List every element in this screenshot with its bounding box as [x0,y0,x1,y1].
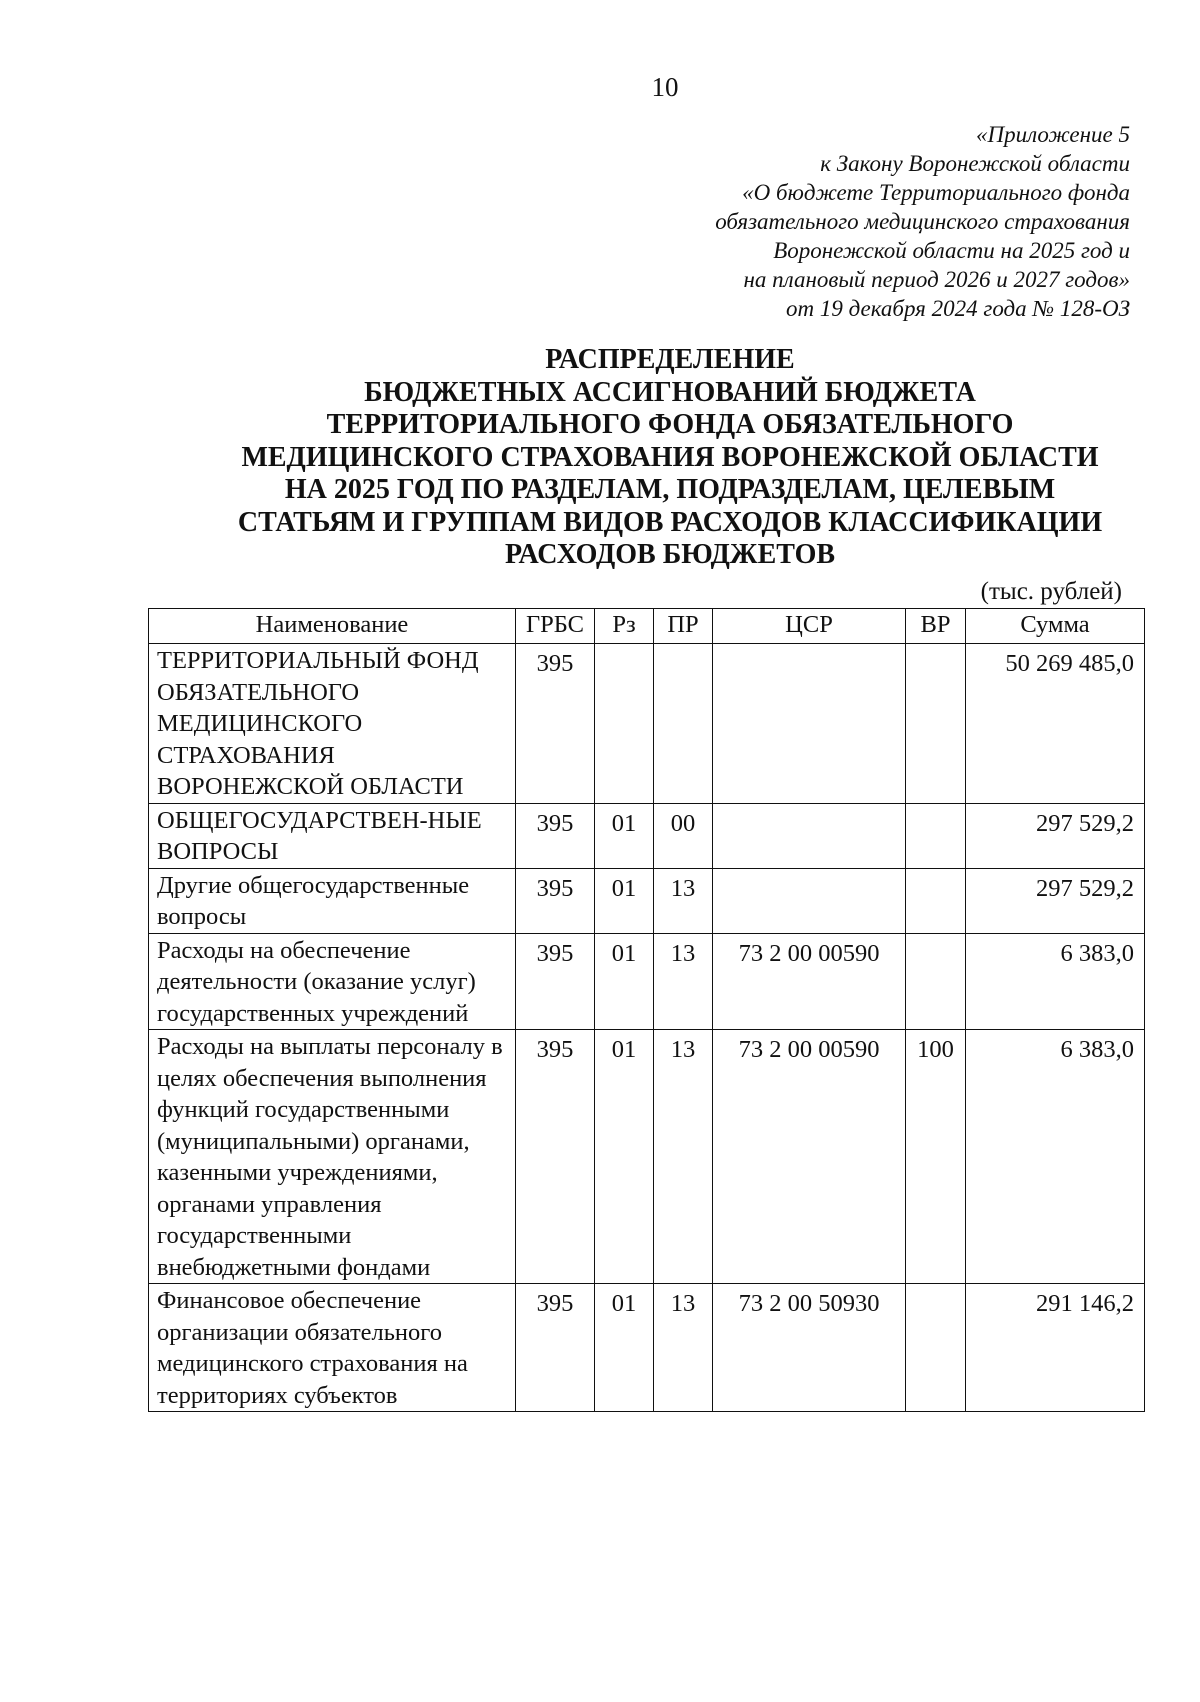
cell-vr: 100 [906,1030,966,1284]
cell-rz: 01 [595,1284,654,1412]
cell-sum: 297 529,2 [966,868,1145,933]
header-rz: Рз [595,609,654,644]
cell-vr [906,803,966,868]
table-row [149,933,1145,1030]
cell-name: Расходы на обеспечение деятельности (оказание услуг) государственных учреждений [149,933,516,1030]
cell-name: Финансовое обеспечение организации обязательного медицинского страхования на территориях субъектов [149,1284,516,1412]
cell-sum: 6 383,0 [966,1030,1145,1284]
cell-vr [906,1284,966,1412]
units-label: (тыс. рублей) [980,578,1122,605]
cell-vr [906,933,966,1030]
cell-pr: 13 [654,1030,713,1284]
appendix-line: к Закону Воронежской области [820,151,1130,176]
cell-grbs: 395 [516,933,595,1030]
cell-pr: 13 [654,933,713,1030]
header-csr: ЦСР [713,609,906,644]
table-row [149,868,1145,933]
cell-pr: 00 [654,803,713,868]
header-sum: Сумма [966,609,1145,644]
page-number: 10 [651,72,679,102]
cell-vr [906,644,966,804]
cell-pr [654,644,713,804]
cell-grbs: 395 [516,644,595,804]
cell-csr [713,644,906,804]
cell-grbs: 395 [516,868,595,933]
cell-rz: 01 [595,868,654,933]
cell-vr [906,868,966,933]
appendix-line: «О бюджете Территориального фонда [742,180,1130,205]
cell-sum: 50 269 485,0 [966,644,1145,804]
cell-rz: 01 [595,803,654,868]
header-pr: ПР [654,609,713,644]
cell-rz [595,644,654,804]
title-line: СТАТЬЯМ И ГРУППАМ ВИДОВ РАСХОДОВ КЛАССИФИКАЦИИ [237,506,1103,538]
cell-csr: 73 2 00 00590 [713,1030,906,1284]
cell-name: ТЕРРИТОРИАЛЬНЫЙ ФОНД ОБЯЗАТЕЛЬНОГО МЕДИЦИНСКОГО СТРАХОВАНИЯ ВОРОНЕЖСКОЙ ОБЛАСТИ [149,644,516,804]
table-row [149,1284,1145,1412]
title-line: ТЕРРИТОРИАЛЬНОГО ФОНДА ОБЯЗАТЕЛЬНОГО [326,409,1014,440]
title-line: МЕДИЦИНСКОГО СТРАХОВАНИЯ ВОРОНЕЖСКОЙ ОБЛАСТИ [241,441,1099,473]
cell-sum: 297 529,2 [966,803,1145,868]
table-row [149,644,1145,804]
appendix-line: на плановый период 2026 и 2027 годов» [743,267,1130,292]
cell-pr: 13 [654,868,713,933]
cell-grbs: 395 [516,1030,595,1284]
cell-name: ОБЩЕГОСУДАРСТВЕН-НЫЕ ВОПРОСЫ [149,803,516,868]
appendix-reference [610,120,1130,323]
cell-csr: 73 2 00 50930 [713,1284,906,1412]
cell-grbs: 395 [516,1284,595,1412]
cell-rz: 01 [595,933,654,1030]
cell-sum: 291 146,2 [966,1284,1145,1412]
table-header-row [149,609,1145,644]
title-line: РАСПРЕДЕЛЕНИЕ [545,344,795,375]
cell-csr [713,868,906,933]
budget-table [148,608,1145,1412]
table-row [149,803,1145,868]
title-line: НА 2025 ГОД ПО РАЗДЕЛАМ, ПОДРАЗДЕЛАМ, ЦЕЛЕВЫМ [284,474,1056,505]
header-vr: ВР [906,609,966,644]
cell-sum: 6 383,0 [966,933,1145,1030]
cell-name: Другие общегосударственные вопросы [149,868,516,933]
cell-grbs: 395 [516,803,595,868]
cell-csr [713,803,906,868]
title-line: БЮДЖЕТНЫХ АССИГНОВАНИЙ БЮДЖЕТА [364,376,976,408]
appendix-line: «Приложение 5 [975,122,1130,147]
cell-rz: 01 [595,1030,654,1284]
appendix-line: Воронежской области на 2025 год и [773,238,1130,263]
document-title [120,344,1200,572]
appendix-line: от 19 декабря 2024 года № 128-ОЗ [785,296,1130,321]
cell-name: Расходы на выплаты персоналу в целях обеспечения выполнения функций государственными (муниципальными) органами, казенными учреждениями, органами управления государственными внебюджетными фондами [149,1030,516,1284]
appendix-line: обязательного медицинского страхования [715,209,1130,234]
header-grbs: ГРБС [516,609,595,644]
title-line: РАСХОДОВ БЮДЖЕТОВ [504,539,836,570]
table-row [149,1030,1145,1284]
cell-pr: 13 [654,1284,713,1412]
cell-csr: 73 2 00 00590 [713,933,906,1030]
header-name: Наименование [149,609,516,644]
